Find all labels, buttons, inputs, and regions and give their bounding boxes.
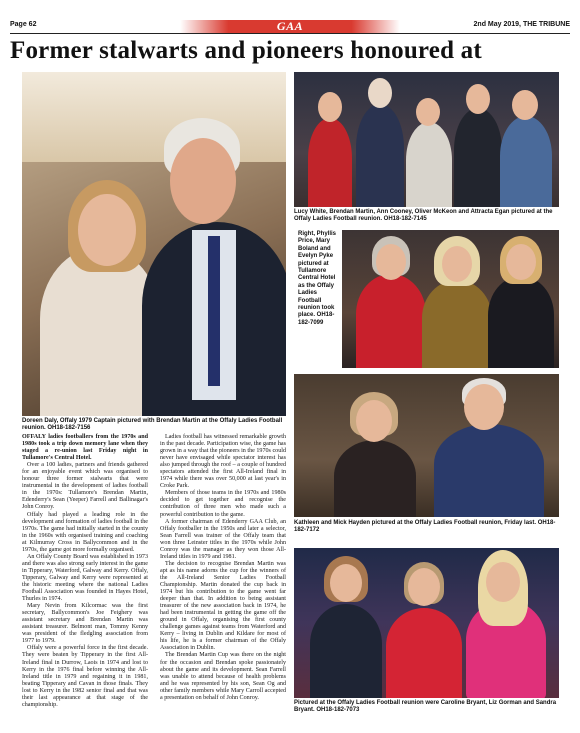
article-lead-paragraph: OFFALY ladies footballers from the 1970s and 1980s took a trip down memory lane when they staged a re-union last Friday night in Tullamore's Central Hotel. (22, 434, 148, 462)
article-column-2 (160, 434, 286, 702)
photo-main-caption: Doreen Daly, Offaly 1979 Captain pictured with Brendan Martin at the Offaly Ladies Football reunion. OH18-182-7156 (22, 418, 283, 431)
article-paragraph: The decision to recognise Brendan Martin was apt as his name adorns the cup for the winners of the All-Ireland Senior Ladies Football Championship. Martin donated the cup back in 1974 but his contribution to the game went far deeper than that. In addition to being assistant treasurer of the new association back in 1974, he had been instrumental in getting the game off the ground in Offaly, organising the first county challenge games against teams from Waterford and Kerry – living in Dublin and Kildare for most of his life, he is a former chairman of the Offaly Association in Dublin. (160, 560, 286, 652)
page-number: Page 62 (10, 21, 37, 28)
article-column-1 (22, 434, 148, 709)
photo-main (22, 72, 286, 416)
photo-haydens (294, 374, 559, 517)
photo-haydens-caption: Kathleen and Mick Hayden pictured at the Offaly Ladies Football reunion, Friday last. OH18-182-7172 (294, 520, 556, 533)
article-paragraph: A former chairman of Edenderry GAA Club, an Offaly footballer in the 1950s and later a selector, Sean Farrell was trainer of the Offaly team that won three Leinster titles in the 1970s while John Conroy was the manager as they won those All-Ireland titles in 1979 and 1981. (160, 518, 286, 560)
photo-bryants-caption: Pictured at the Offaly Ladies Football reunion were Caroline Bryant, Liz Gorman and Sandra Bryant. OH18-182-7073 (294, 700, 557, 713)
section-banner (180, 20, 400, 34)
article-paragraph: Members of those teams in the 1970s and 1980s decided to get together and recognise the contribution of three men who made such a powerful contribution to the game. (160, 490, 286, 518)
article-paragraph: Offaly had played a leading role in the development and formation of ladies football in the 1970s. The game had initially started in the county in the 1960s with organised training and coaching at Kilmurray Cross in Ballycommon and in the 1970s, the game got more formally organised. (22, 511, 148, 553)
article-paragraph: Ladies football has witnessed remarkable growth in the past decade. Participation wise, the game has grown in a way that the pioneers in the 1970s could never have envisaged while spectator interest has also jumped through the roof – a couple of hundred spectators attended the first All-Ireland final in 1974 while there was over 50,000 at last year's in Croke Park. (160, 434, 286, 490)
photo-group-five-caption: Lucy White, Brendan Martin, Ann Cooney, Oliver McKeon and Attracta Egan pictured at the Offaly Ladies Football reunion. OH18-182-7145 (294, 209, 553, 222)
article-paragraph: Over a 100 ladies, partners and friends gathered for an enjoyable event which was organised to honour three former stalwarts that were instrumental in the development of ladies football in the 1970s: Tullamore's Brendan Martin, Edenderry's Sean (Yeeper) Farrell and Ballinagar's John Conroy. (22, 462, 148, 511)
headline: Former stalwarts and pioneers honoured at (10, 37, 482, 64)
section-label: GAA (276, 19, 304, 33)
article-paragraph: Mary Nevin from Kilcormac was the first secretary, Ballycommon's Joe Feighery was assistant secretary and Brendan Martin was assistant treasurer. Belmont man, Tommy Kenny was president of the fledgling association from 1977 to 1979. (22, 603, 148, 645)
article-paragraph: The Brendan Martin Cup was there on the night for the occasion and Brendan spoke passionately about the game and its development. Sean Farrell was unable to attend because of health problems and he was represented by his son, Sean Og and other family members while Mary Carroll accepted a presentation on behalf of John Conroy. (160, 652, 286, 701)
header-rule (10, 33, 570, 34)
article-paragraph: An Offaly County Board was established in 1973 and there was also strong early interest in the game in Tipperary, Waterford, Galway and Kerry. Offaly, Tipperary, Galway and Kerry were represented at the historic meeting where the national Ladies Football Association was founded in Hayes Hotel, Thurles in 1974. (22, 553, 148, 603)
edition-date: 2nd May 2019, THE TRIBUNE (473, 21, 570, 28)
photo-bryants (294, 548, 559, 698)
photo-group-five (294, 72, 559, 207)
photo-group-three-caption: Right, Phyllis Price, Mary Boland and Evelyn Pyke pictured at Tullamore Central Hotel as the Offaly Ladies Football reunion took place. OH18-182-7099 (298, 231, 337, 326)
photo-group-three (342, 230, 559, 368)
article-paragraph: Offaly were a powerful force in the first decade. They were beaten by Tipperary in the first All-Ireland final in Durrow, Laois in 1974 and lost to Kerry in the 1976 final before winning the All-Ireland title in 1979 and regaining it in 1981, beating Tipperary and Cavan in those finals. They lost to Kerry in the 1982 senior final and that was their last appearance at that stage of the championship. (22, 645, 148, 708)
